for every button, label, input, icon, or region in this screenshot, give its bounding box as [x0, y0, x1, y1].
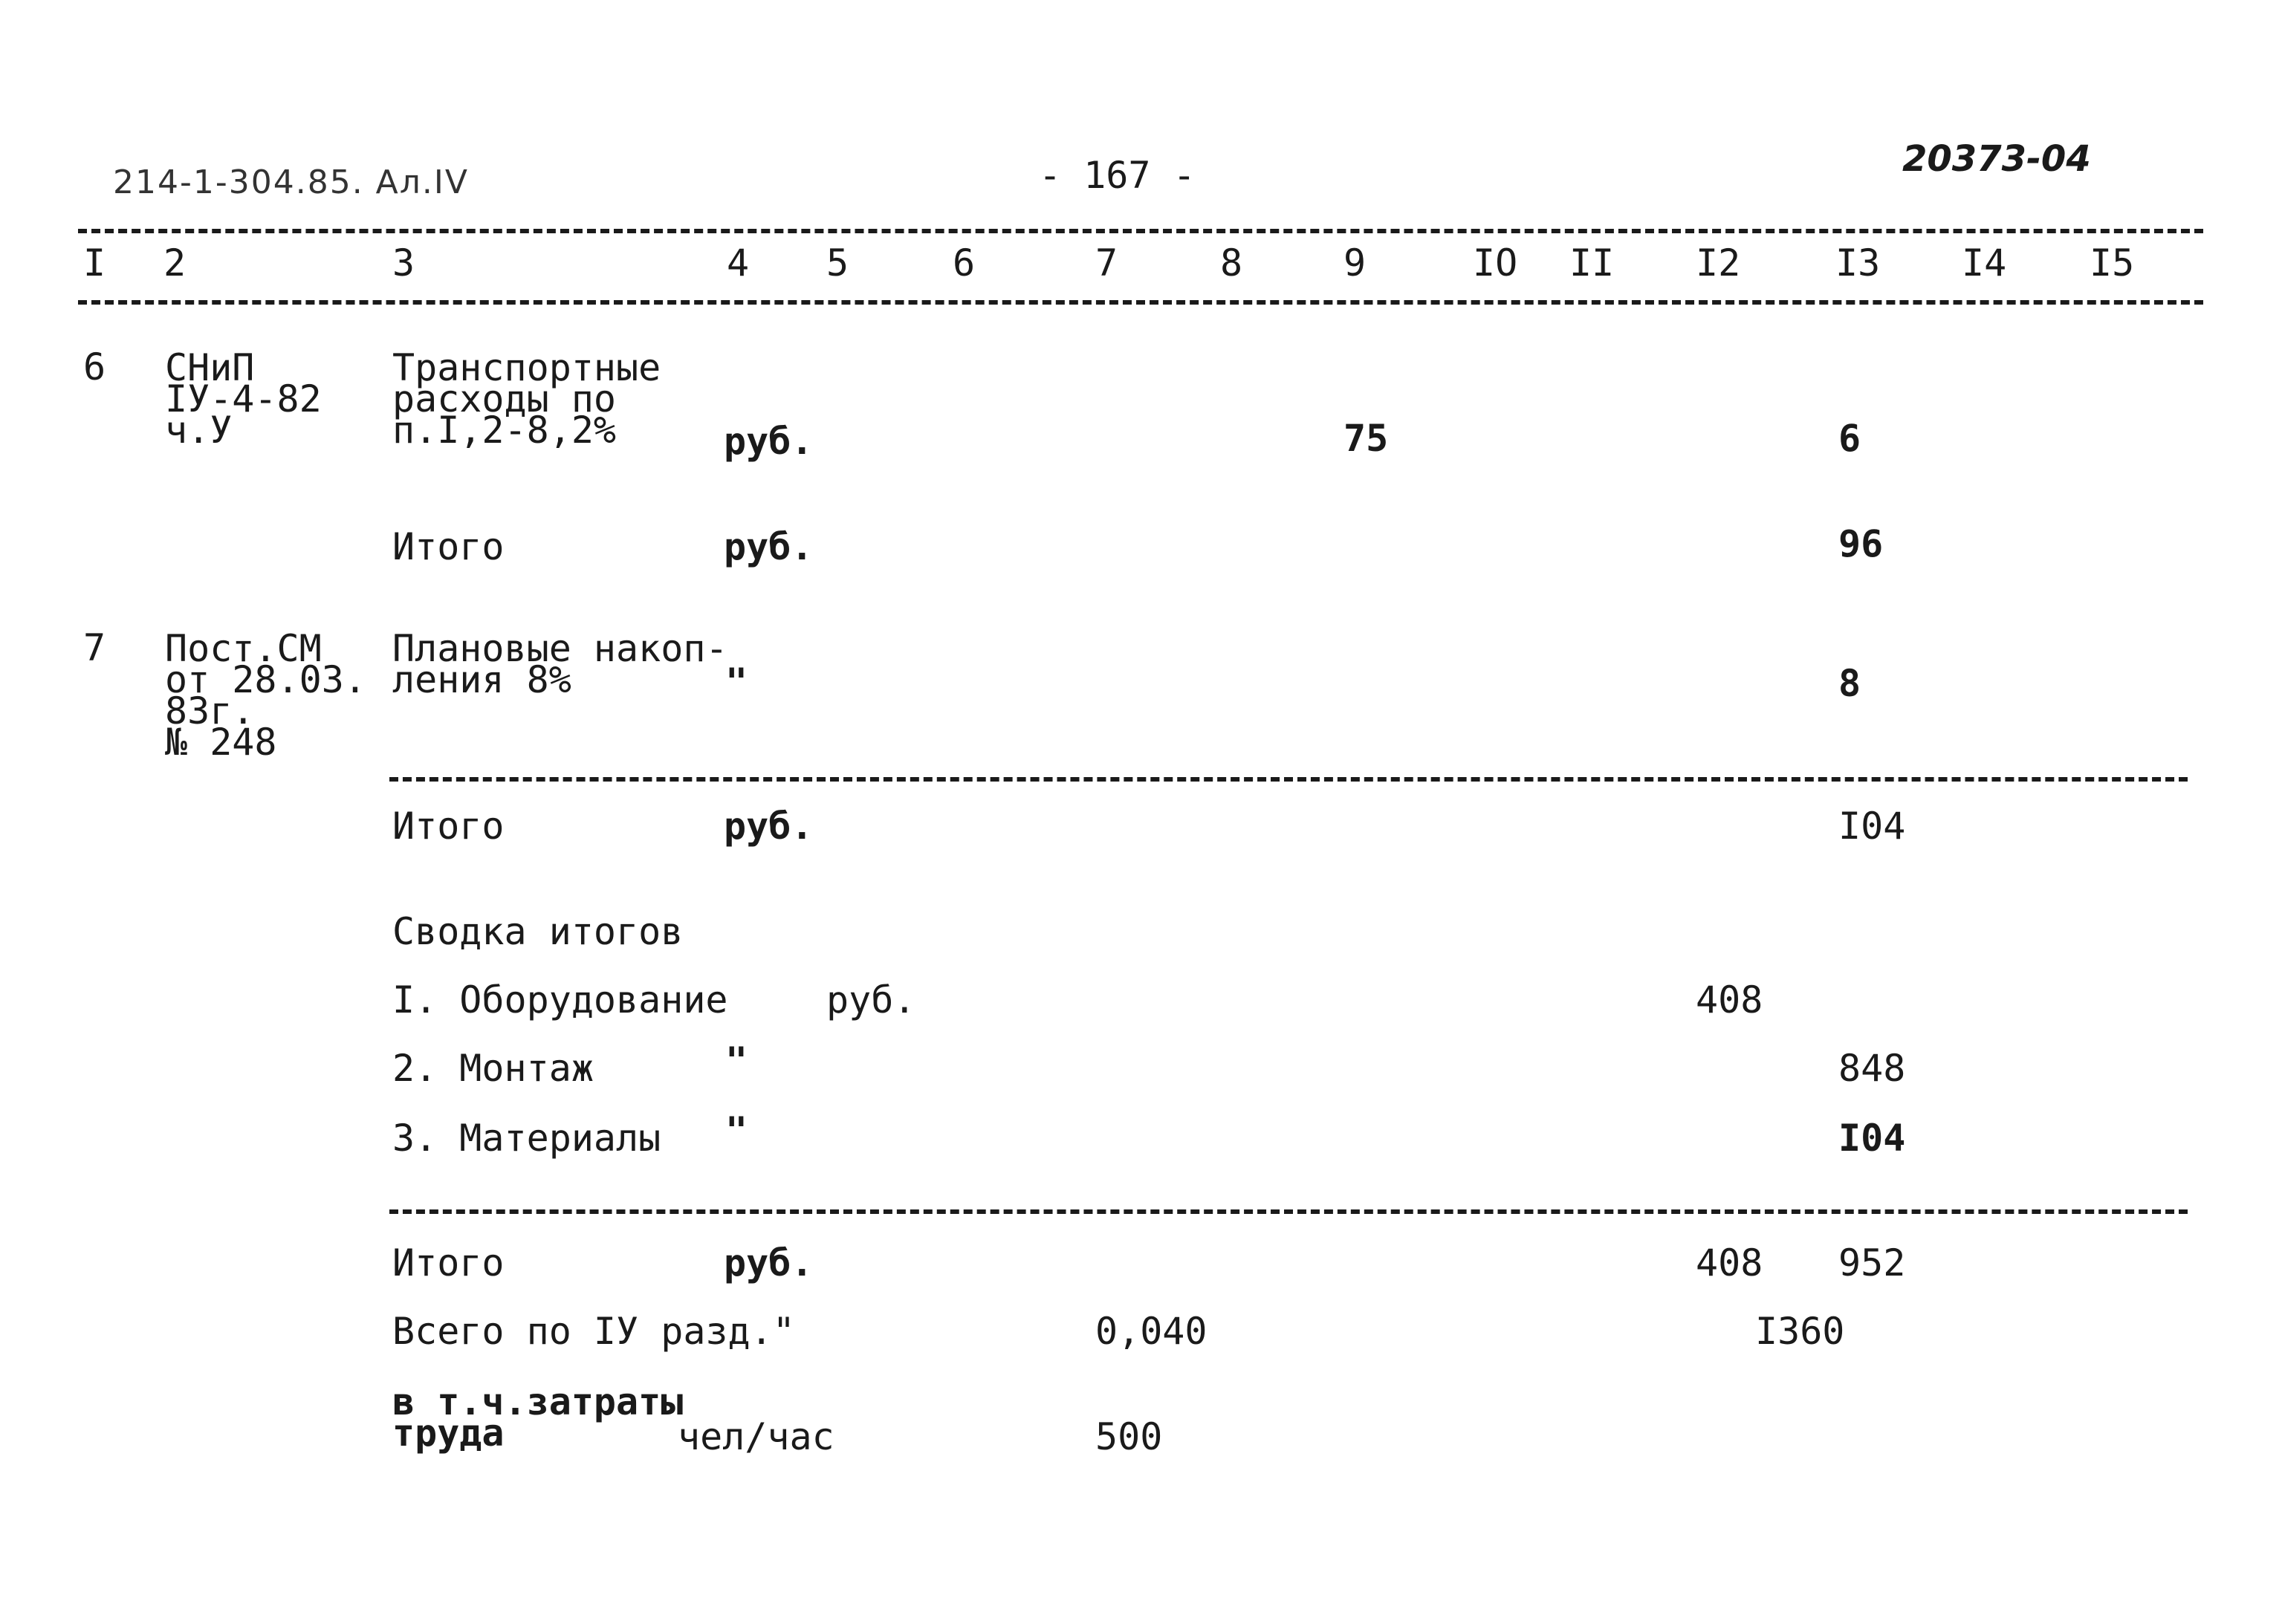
- column-header: 5: [826, 241, 849, 285]
- archive-stamp-number: 20373-04: [1902, 138, 2091, 180]
- section-rule: [389, 1209, 2188, 1214]
- section-rule: [389, 777, 2188, 782]
- subtotal-label: Итого: [392, 525, 505, 568]
- column-header: I4: [1962, 241, 2007, 285]
- summary-item-label: 3. Материалы: [392, 1117, 661, 1160]
- summary-item-col13-value: I04: [1838, 1117, 1906, 1160]
- total-col12-value: 408: [1696, 1241, 1763, 1284]
- table-top-rule: [78, 229, 2203, 233]
- subtotal-label: Итого: [392, 805, 505, 848]
- row-number: 6: [83, 345, 106, 389]
- row-col9-value: 75: [1343, 417, 1389, 460]
- row-number: 7: [83, 626, 106, 669]
- labor-unit: чел/час: [678, 1415, 834, 1458]
- summary-item-unit: ": [725, 1109, 748, 1152]
- row-item-name: Транспортные расходы по п.I,2-8,2%: [392, 346, 661, 452]
- column-header: 8: [1220, 241, 1243, 285]
- subtotal-col13-value: 96: [1838, 522, 1884, 565]
- column-header: 2: [163, 241, 187, 285]
- summary-item-label: 2. Монтаж: [392, 1047, 594, 1090]
- column-header: II: [1569, 241, 1615, 285]
- total-col13-value: 952: [1838, 1241, 1906, 1284]
- subtotal-col13-value: I04: [1838, 805, 1906, 848]
- column-header: 4: [727, 241, 750, 285]
- summary-item-label: I. Оборудование: [392, 978, 728, 1022]
- page-number: - 167 -: [1039, 154, 1196, 197]
- column-header: I3: [1835, 241, 1881, 285]
- grand-total-sum-value: I360: [1755, 1310, 1845, 1353]
- row-item-name: Плановые накоп- ления 8%: [392, 627, 728, 701]
- column-header: 6: [953, 241, 976, 285]
- document-code: 214-1-304.85. Ал.IV: [113, 163, 469, 201]
- row-basis: Пост.СМ от 28.03. 83г. № 248: [165, 627, 366, 764]
- labor-col7-value: 500: [1095, 1415, 1163, 1458]
- subtotal-unit: руб.: [724, 525, 814, 568]
- row-unit: руб.: [724, 420, 814, 463]
- column-header: I: [83, 241, 106, 285]
- header-bottom-rule: [78, 300, 2203, 305]
- column-header: I2: [1696, 241, 1741, 285]
- column-header: I5: [2090, 241, 2135, 285]
- total-unit: руб.: [724, 1241, 814, 1284]
- summary-item-col13-value: 848: [1838, 1047, 1906, 1090]
- summary-item-unit: ": [725, 1039, 748, 1082]
- grand-total-label: Всего по IУ разд.": [392, 1310, 795, 1353]
- column-header: IO: [1473, 241, 1518, 285]
- subtotal-unit: руб.: [724, 805, 814, 848]
- labor-label: в т.ч.затраты труда: [392, 1380, 684, 1455]
- row-basis: СНиП IУ-4-82 ч.У: [165, 346, 322, 452]
- grand-total-col7-value: 0,040: [1095, 1310, 1208, 1353]
- summary-title: Сводка итогов: [392, 910, 684, 953]
- column-header: 3: [392, 241, 415, 285]
- row-col13-value: 6: [1838, 417, 1861, 460]
- column-header: 9: [1343, 241, 1367, 285]
- row-col13-value: 8: [1838, 662, 1861, 705]
- total-label: Итого: [392, 1241, 505, 1284]
- summary-item-col12-value: 408: [1696, 978, 1763, 1022]
- summary-item-unit: руб.: [826, 978, 916, 1022]
- row-unit: ": [725, 660, 748, 704]
- column-header: 7: [1095, 241, 1118, 285]
